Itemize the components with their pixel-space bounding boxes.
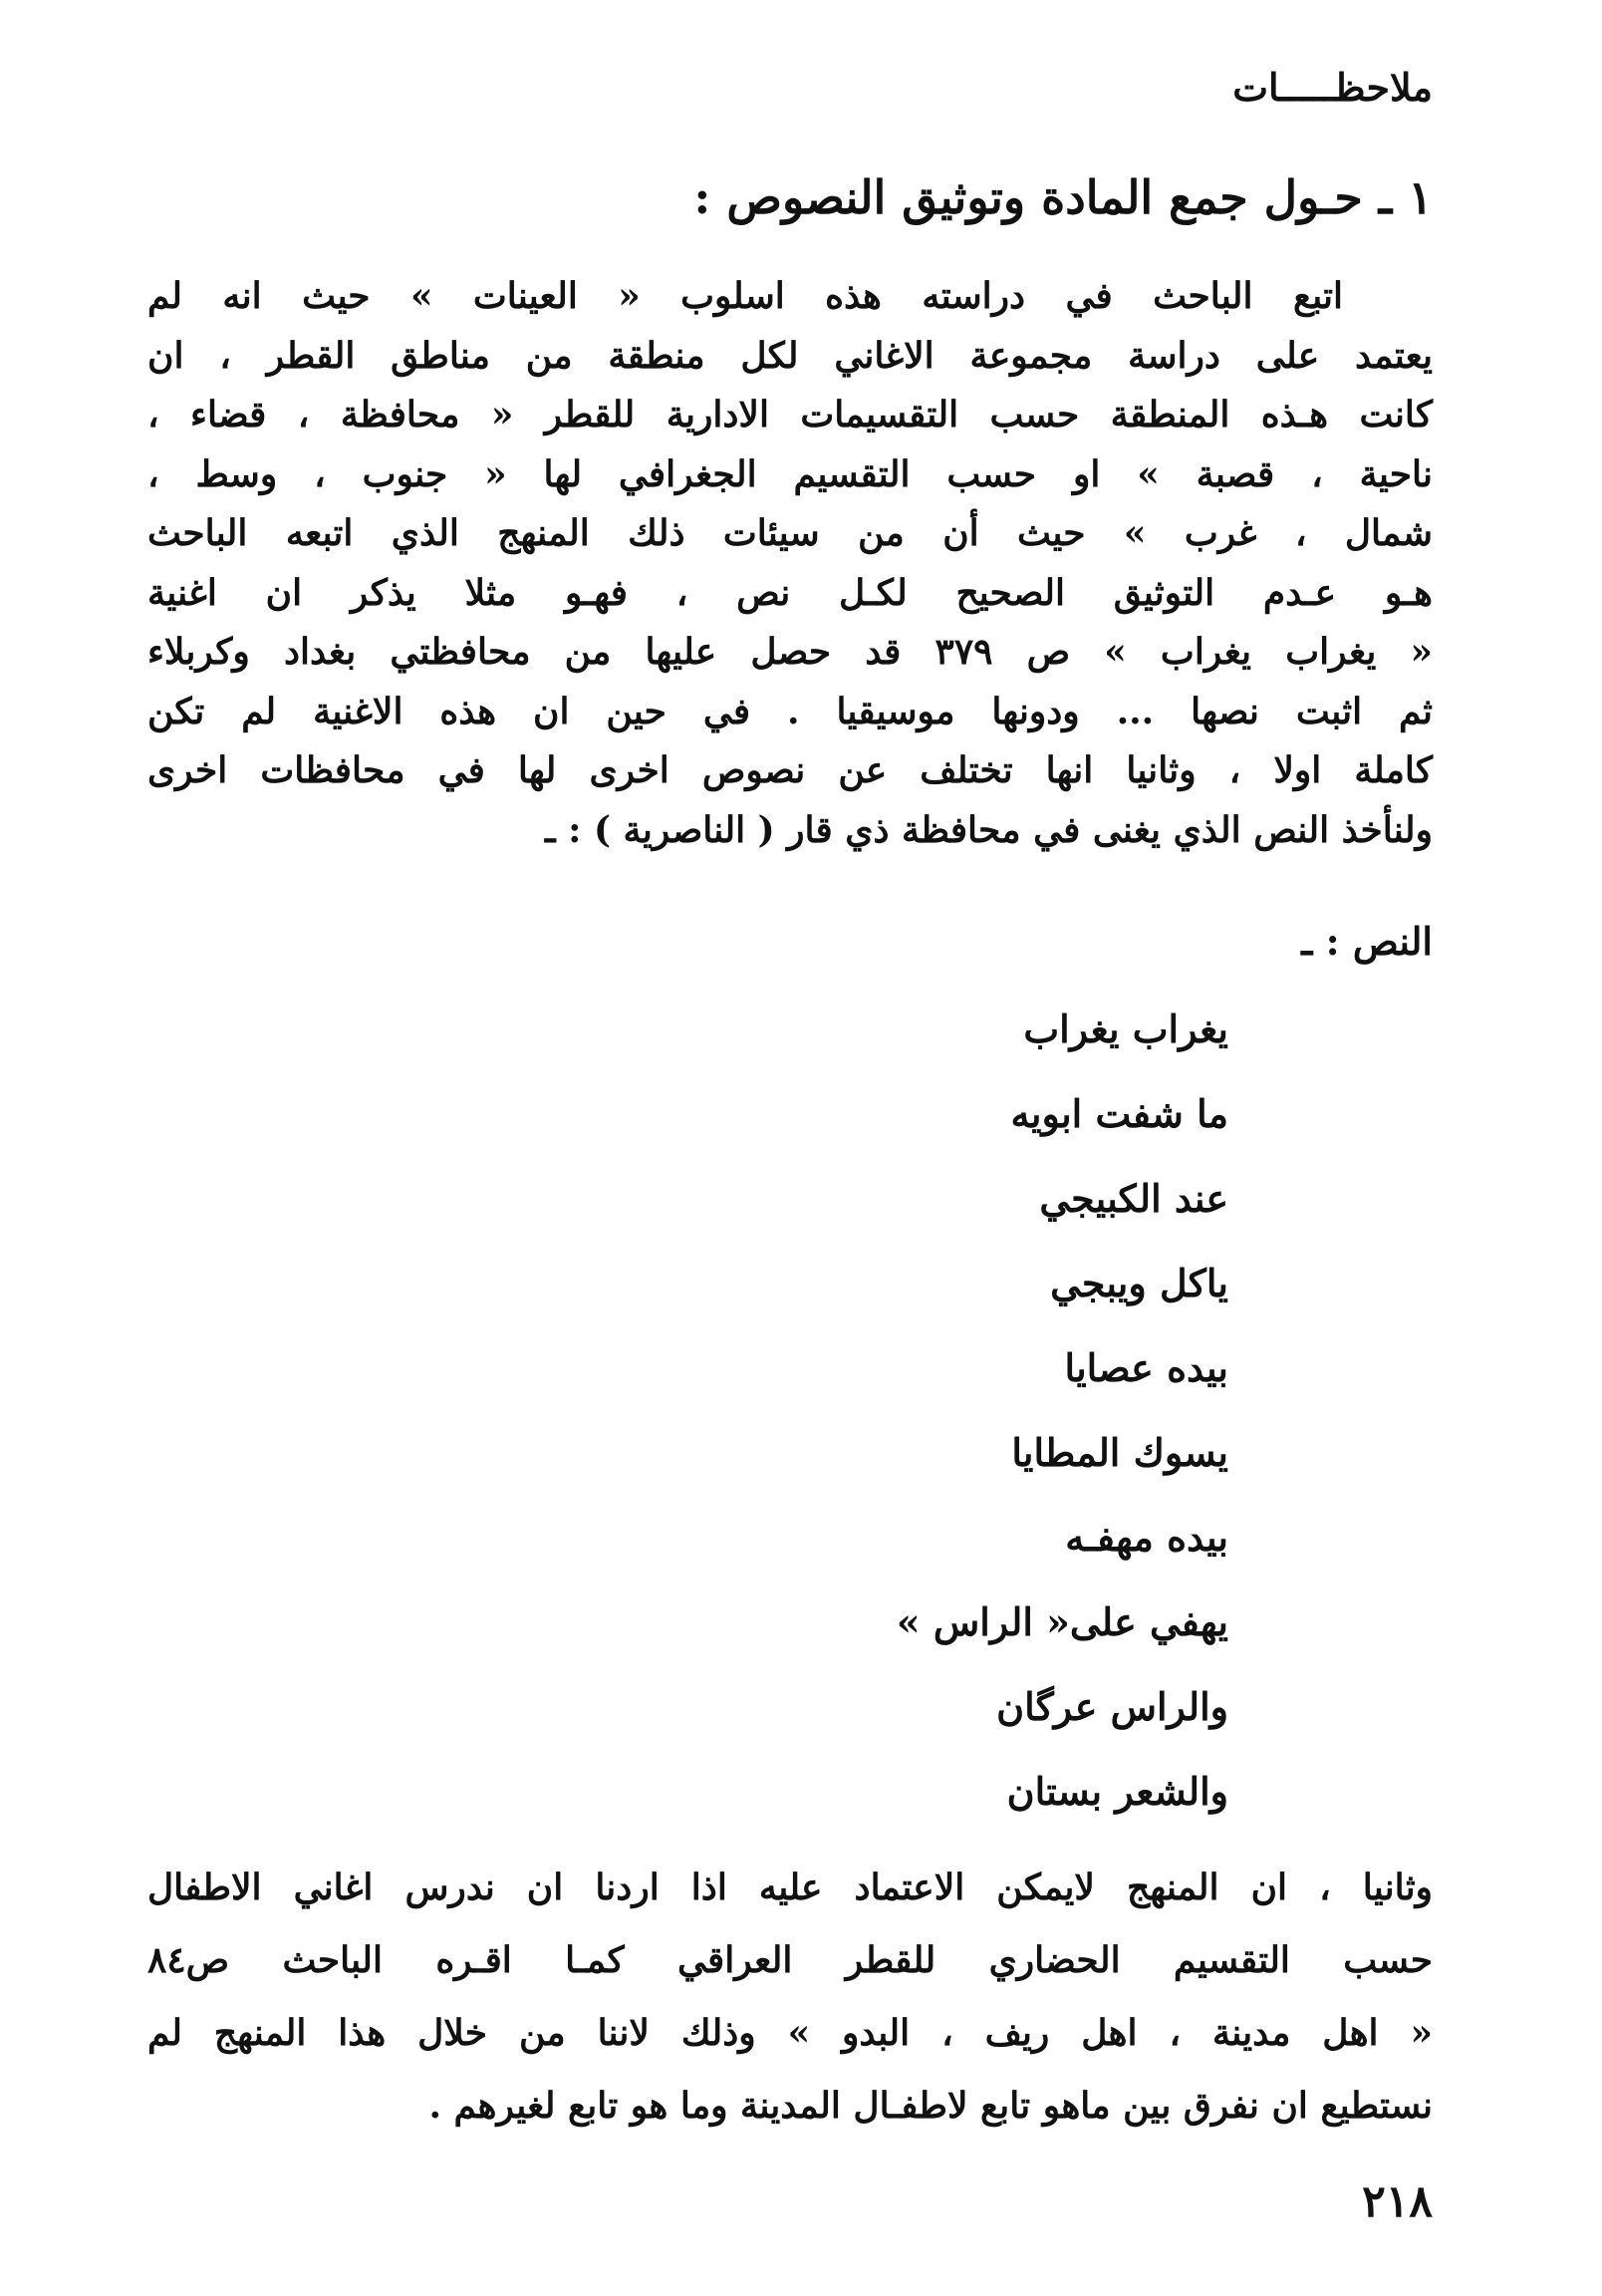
text-label: النص : ـ: [1301, 919, 1433, 964]
song-text: [897, 987, 1228, 1834]
song-line: والشعر بستان: [1006, 1769, 1228, 1814]
paragraph-line: اتبع الباحث في دراسته هذه اسلوب « العينات » حيث انه لم: [147, 275, 1343, 317]
paragraph-line: وثانيا ، ان المنهج لايمكن الاعتماد عليه اذا اردنا ان ندرس اغاني الاطفال: [147, 1866, 1433, 1908]
paragraph-line: كانت هـذه المنطقة حسب التقسيمات الادارية للقطر « محافظة ، قضاء ،: [147, 394, 1433, 435]
song-line: ما شفت ابويه: [1010, 1091, 1228, 1136]
section-title: ١ ـ حـول جمع المادة وتوثيق النصوص :: [693, 170, 1433, 224]
paragraph-line: ثم اثبت نصها ... ودونها موسيقيا . في حين ان هذه الاغنية لم تكن: [147, 690, 1433, 732]
paragraph-line: ناحية ، قصبة » او حسب التقسيم الجغرافي لها « جنوب ، وسط ،: [147, 452, 1433, 495]
paragraph-line: « يغراب يغراب » ص ٣٧٩ قد حصل عليها من محافظتي بغداد وكربلاء: [147, 631, 1433, 673]
paragraph-line: « اهل مدينة ، اهل ريف ، البدو » وذلك لاننا من خلال هذا المنهج لم: [147, 2012, 1434, 2054]
page-number: ٢١٨: [1362, 2176, 1433, 2227]
song-line: يهفي على« الراس »: [896, 1599, 1228, 1644]
paragraph-method-critique: [147, 1852, 1433, 2143]
paragraph-line: نستطيع ان نفرق بين ماهو تابع لاطفـال المدينة وما هو تابع لغيرهم .: [428, 2085, 1433, 2127]
song-line: ياكل ويبجي: [1050, 1261, 1228, 1305]
paragraph-line: يعتمد على دراسة مجموعة الاغاني لكل منطقة من مناطق القطر ، ان: [147, 334, 1433, 377]
song-line: بيده عصايا: [1064, 1345, 1228, 1390]
paragraph-line: حسب التقسيم الحضاري للقطر العراقي كمـا اقـره الباحث ص٨٤: [147, 1939, 1433, 1981]
song-line: عند الكبيجي: [1039, 1176, 1228, 1221]
paragraph-line: كاملة اولا ، وثانيا انها تختلف عن نصوص اخرى لها في محافظات اخرى: [147, 749, 1433, 791]
song-line: يسوك المطايا: [1011, 1430, 1228, 1475]
paragraph-line: شمال ، غرب » حيث أن من سيئات ذلك المنهج الذي اتبعه الباحث: [147, 512, 1433, 554]
running-head: ملاحظـــــات: [1232, 65, 1433, 110]
paragraph-collection-method: [147, 267, 1433, 860]
paragraph-line: ولنأخذ النص الذي يغنى في محافظة ذي قار ( الناصرية ) : ـ: [545, 808, 1433, 851]
song-line: بيده مهفـه: [1065, 1515, 1228, 1560]
paragraph-line: هـو عـدم التوثيق الصحيح لكـل نص ، فهـو مثلا يذكر ان اغنية: [147, 571, 1433, 614]
song-line: يغراب يغراب: [1023, 1006, 1228, 1051]
song-line: والراس عرگان: [996, 1684, 1228, 1729]
